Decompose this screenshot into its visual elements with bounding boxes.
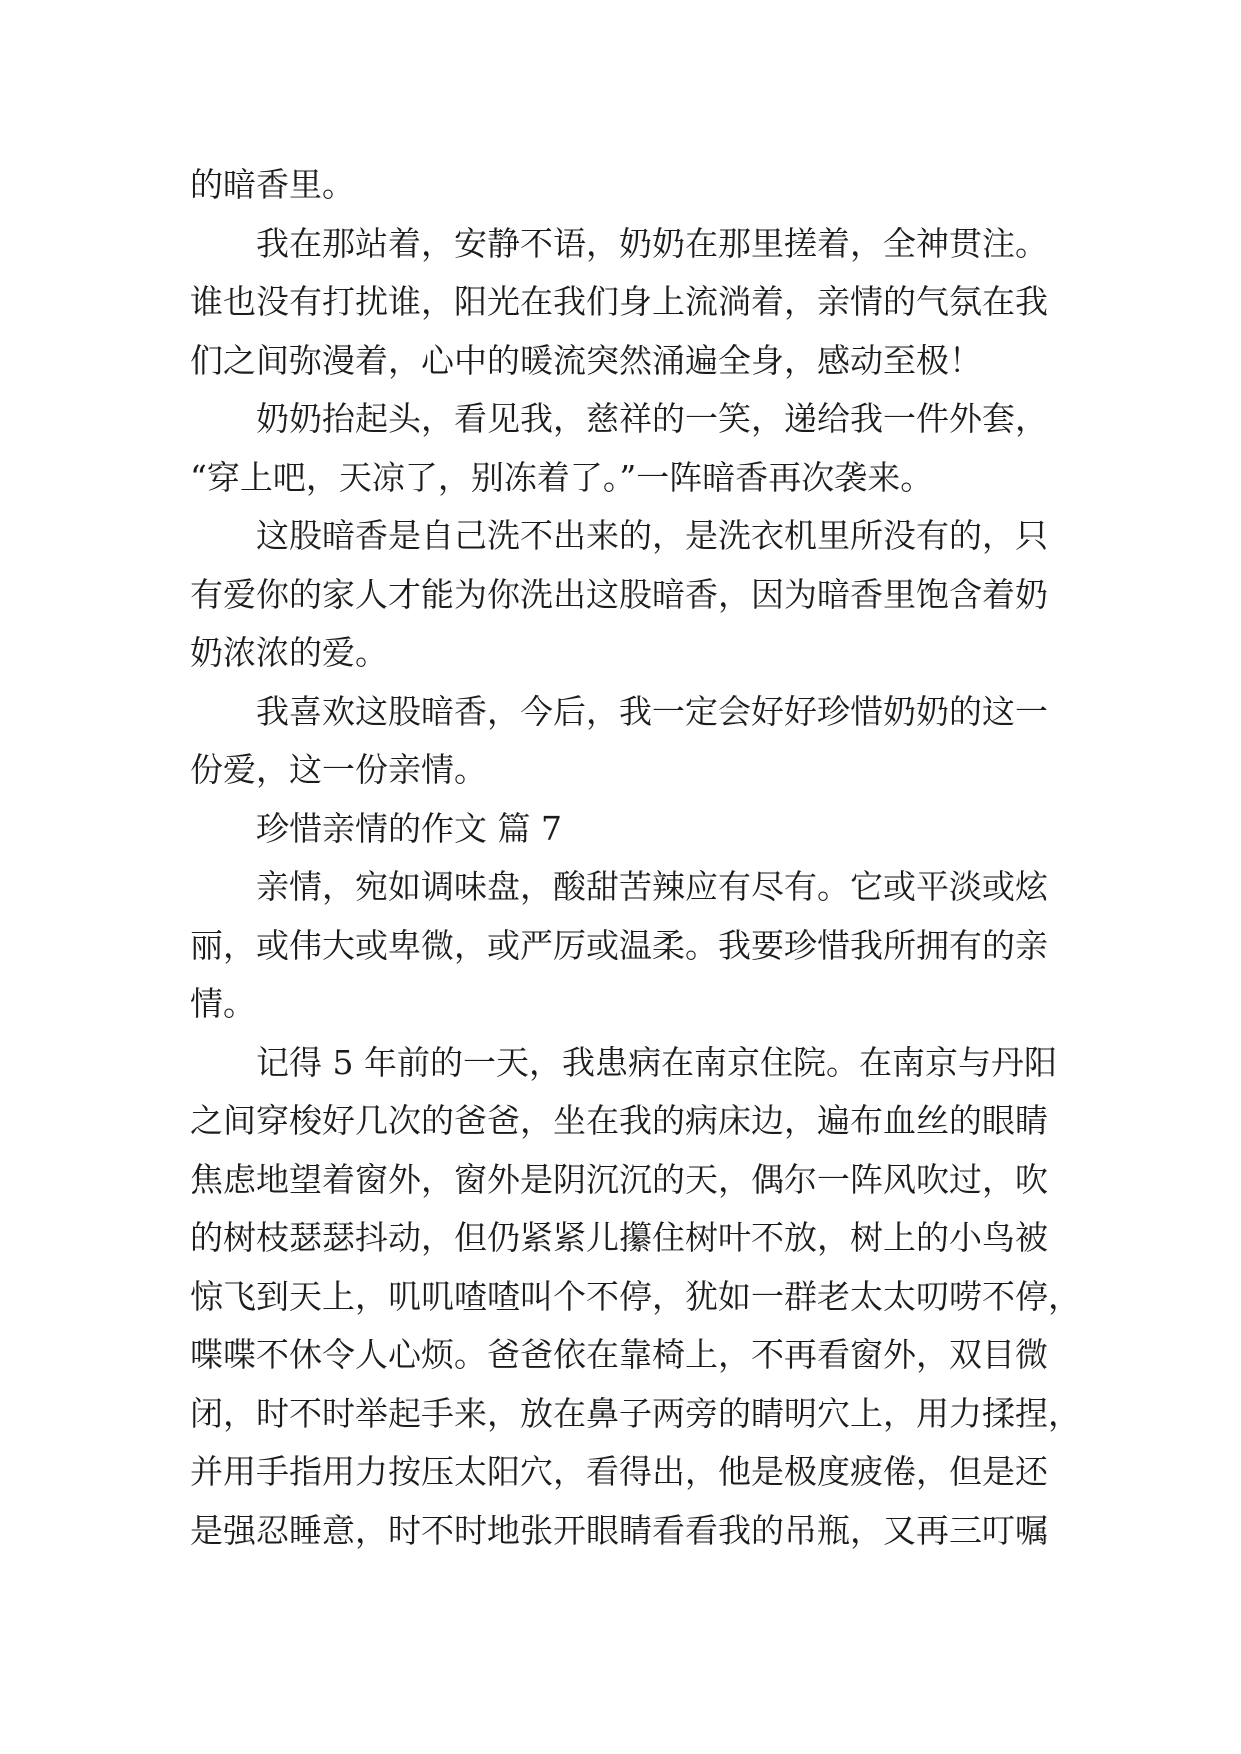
text-line: 焦虑地望着窗外，窗外是阴沉沉的天，偶尔一阵风吹过，吹	[190, 1159, 1048, 1199]
text-line: 份爱，这一份亲情。	[190, 750, 487, 789]
body-text	[190, 156, 1081, 1560]
text-line: 闭，时不时举起手来，放在鼻子两旁的睛明穴上，用力揉捏，	[190, 1393, 1081, 1433]
text-line: 是强忍睡意，时不时地张开眼睛看看我的吊瓶，又再三叮嘱	[190, 1510, 1048, 1550]
paragraph	[190, 507, 1070, 683]
text-line: 亲情，宛如调味盘，酸甜苦辣应有尽有。它或平淡或炫	[256, 867, 1048, 906]
text-line: 情。	[190, 984, 256, 1023]
paragraph	[190, 1034, 1081, 1561]
text-line: 们之间弥漫着，心中的暖流突然涌遍全身，感动至极！	[190, 340, 982, 380]
text-line: 并用手指用力按压太阳穴，看得出，他是极度疲倦，但是还	[190, 1452, 1048, 1491]
text-line: 之间穿梭好几次的爸爸，坐在我的病床边，遍布血丝的眼睛	[190, 1101, 1048, 1140]
text-line: “穿上吧，天凉了，别冻着了。”一阵暗香再次袭来。	[190, 457, 934, 497]
text-line: 记得 5 年前的一天，我患病在南京住院。在南京与丹阳	[256, 1042, 1057, 1082]
text-line: 谁也没有打扰谁，阳光在我们身上流淌着，亲情的气氛在我	[190, 282, 1048, 321]
paragraph	[190, 390, 1070, 507]
paragraph	[190, 858, 1070, 1034]
text-line: 我在那站着，安静不语，奶奶在那里搓着，全神贯注。	[256, 223, 1048, 263]
text-line: 喋喋不休令人心烦。爸爸依在靠椅上，不再看窗外，双目微	[190, 1335, 1048, 1374]
paragraph	[190, 215, 1070, 391]
paragraph	[190, 156, 1070, 215]
text-line: 有爱你的家人才能为你洗出这股暗香，因为暗香里饱含着奶	[190, 574, 1048, 614]
text-line: 奶浓浓的爱。	[190, 633, 388, 672]
text-line: 我喜欢这股暗香，今后，我一定会好好珍惜奶奶的这一	[256, 691, 1048, 731]
section-heading	[190, 800, 1070, 859]
paragraph	[190, 683, 1070, 800]
text-line: 的暗香里。	[190, 165, 355, 204]
text-line: 的树枝瑟瑟抖动，但仍紧紧儿攥住树叶不放，树上的小鸟被	[190, 1218, 1048, 1257]
text-line: 这股暗香是自己洗不出来的，是洗衣机里所没有的，只	[256, 516, 1048, 555]
text-line: 惊飞到天上，叽叽喳喳叫个不停，犹如一群老太太叨唠不停，	[190, 1276, 1081, 1316]
text-line: 奶奶抬起头，看见我，慈祥的一笑，递给我一件外套，	[256, 399, 1048, 438]
section-heading-text: 珍惜亲情的作文 篇 7	[256, 808, 562, 848]
text-line: 丽，或伟大或卑微，或严厉或温柔。我要珍惜我所拥有的亲	[190, 925, 1048, 965]
